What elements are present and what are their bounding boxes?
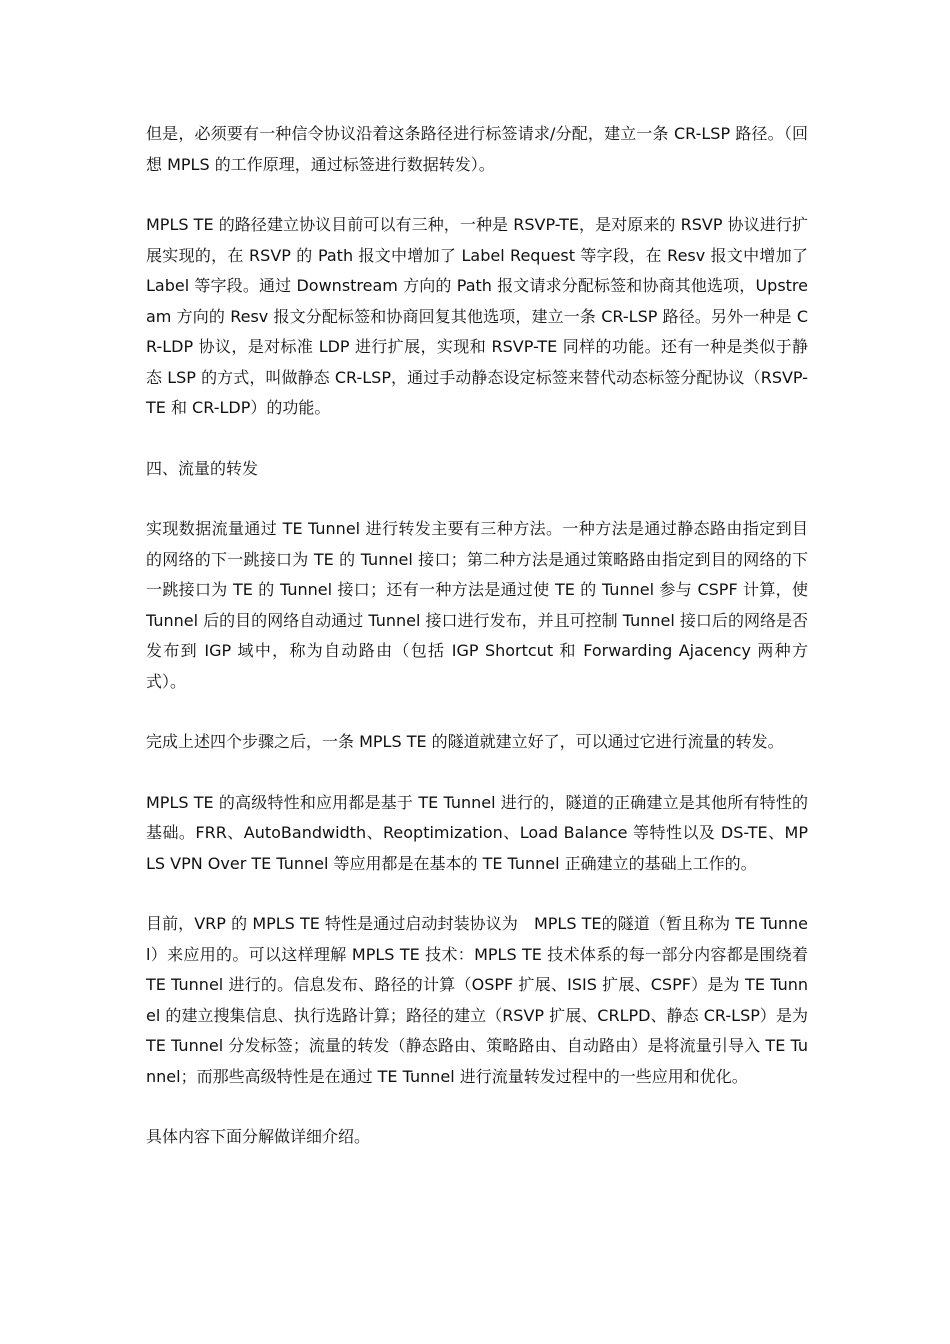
paragraph-advanced-features: MPLS TE 的高级特性和应用都是基于 TE Tunnel 进行的，隧道的正确建立是其他所有特性的基础。FRR、AutoBandwidth、Reoptimization、Load Balance 等特性以及 DS-TE、MPLS VPN Over TE Tunnel 等应用都是在基本的 TE Tunnel 正确建立的基础上工作的。 — [146, 792, 808, 873]
paragraph-tunnel-established: 完成上述四个步骤之后，一条 MPLS TE 的隧道就建立好了，可以通过它进行流量的转发。 — [146, 732, 784, 751]
paragraph-vrp-mpls-te: 目前，VRP 的 MPLS TE 特性是通过启动封装协议为 MPLS TE的隧道（暂且称为 TE Tunnel）来应用的。可以这样理解 MPLS TE 技术：MPLS TE 技术体系的每一部分内容都是围绕着 TE Tunnel 进行的。信息发布、路径的计算（OSPF 扩展、ISIS 扩展、CSPF）是为 TE Tunnel 的建立搜集信息、执行选路计算；路径的建立（RSVP 扩展、CRLPD、静态 CR-LSP）是为 TE Tunnel 分发标签；流量的转发（静态路由、策略路由、自动路由）是将流量引导入 TE Tunnel；而那些高级特性是在通过 TE Tunnel 进行流量转发过程中的一些应用和优化。 — [146, 914, 808, 1086]
section-heading-traffic-forwarding: 四、流量的转发 — [146, 458, 259, 478]
paragraph-details-intro: 具体内容下面分解做详细介绍。 — [146, 1127, 371, 1146]
paragraph-signaling-protocol: 但是，必须要有一种信令协议沿着这条路径进行标签请求/分配，建立一条 CR-LSP 路径。（回想 MPLS 的工作原理，通过标签进行数据转发）。 — [146, 124, 808, 174]
document-body — [146, 119, 808, 1183]
paragraph-path-setup-protocols: MPLS TE 的路径建立协议目前可以有三种，一种是 RSVP-TE，是对原来的 RSVP 协议进行扩展实现的，在 RSVP 的 Path 报文中增加了 Label Request 等字段，在 Resv 报文中增加了 Label 等字段。通过 Downstream 方向的 Path 报文请求分配标签和协商其他选项，Upstream 方向的 Resv 报文分配标签和协商回复其他选项，建立一条 CR-LSP 路径。另外一种是 CR-LDP 协议，是对标准 LDP 进行扩展，实现和 RSVP-TE 同样的功能。还有一种是类似于静态 LSP 的方式，叫做静态 CR-LSP，通过手动静态设定标签来替代动态标签分配协议（RSVP-TE 和 CR-LDP）的功能。 — [146, 215, 808, 417]
paragraph-forwarding-methods: 实现数据流量通过 TE Tunnel 进行转发主要有三种方法。一种方法是通过静态路由指定到目的网络的下一跳接口为 TE 的 Tunnel 接口；第二种方法是通过策略路由指定到目的网络的下一跳接口为 TE 的 Tunnel 接口；还有一种方法是通过使 TE 的 Tunnel 参与 CSPF 计算，使 Tunnel 后的目的网络自动通过 Tunnel 接口进行发布，并且可控制 Tunnel 接口后的网络是否发布到 IGP 域中，称为自动路由（包括 IGP Shortcut 和 Forwarding Ajacency 两种方式）。 — [146, 519, 808, 691]
